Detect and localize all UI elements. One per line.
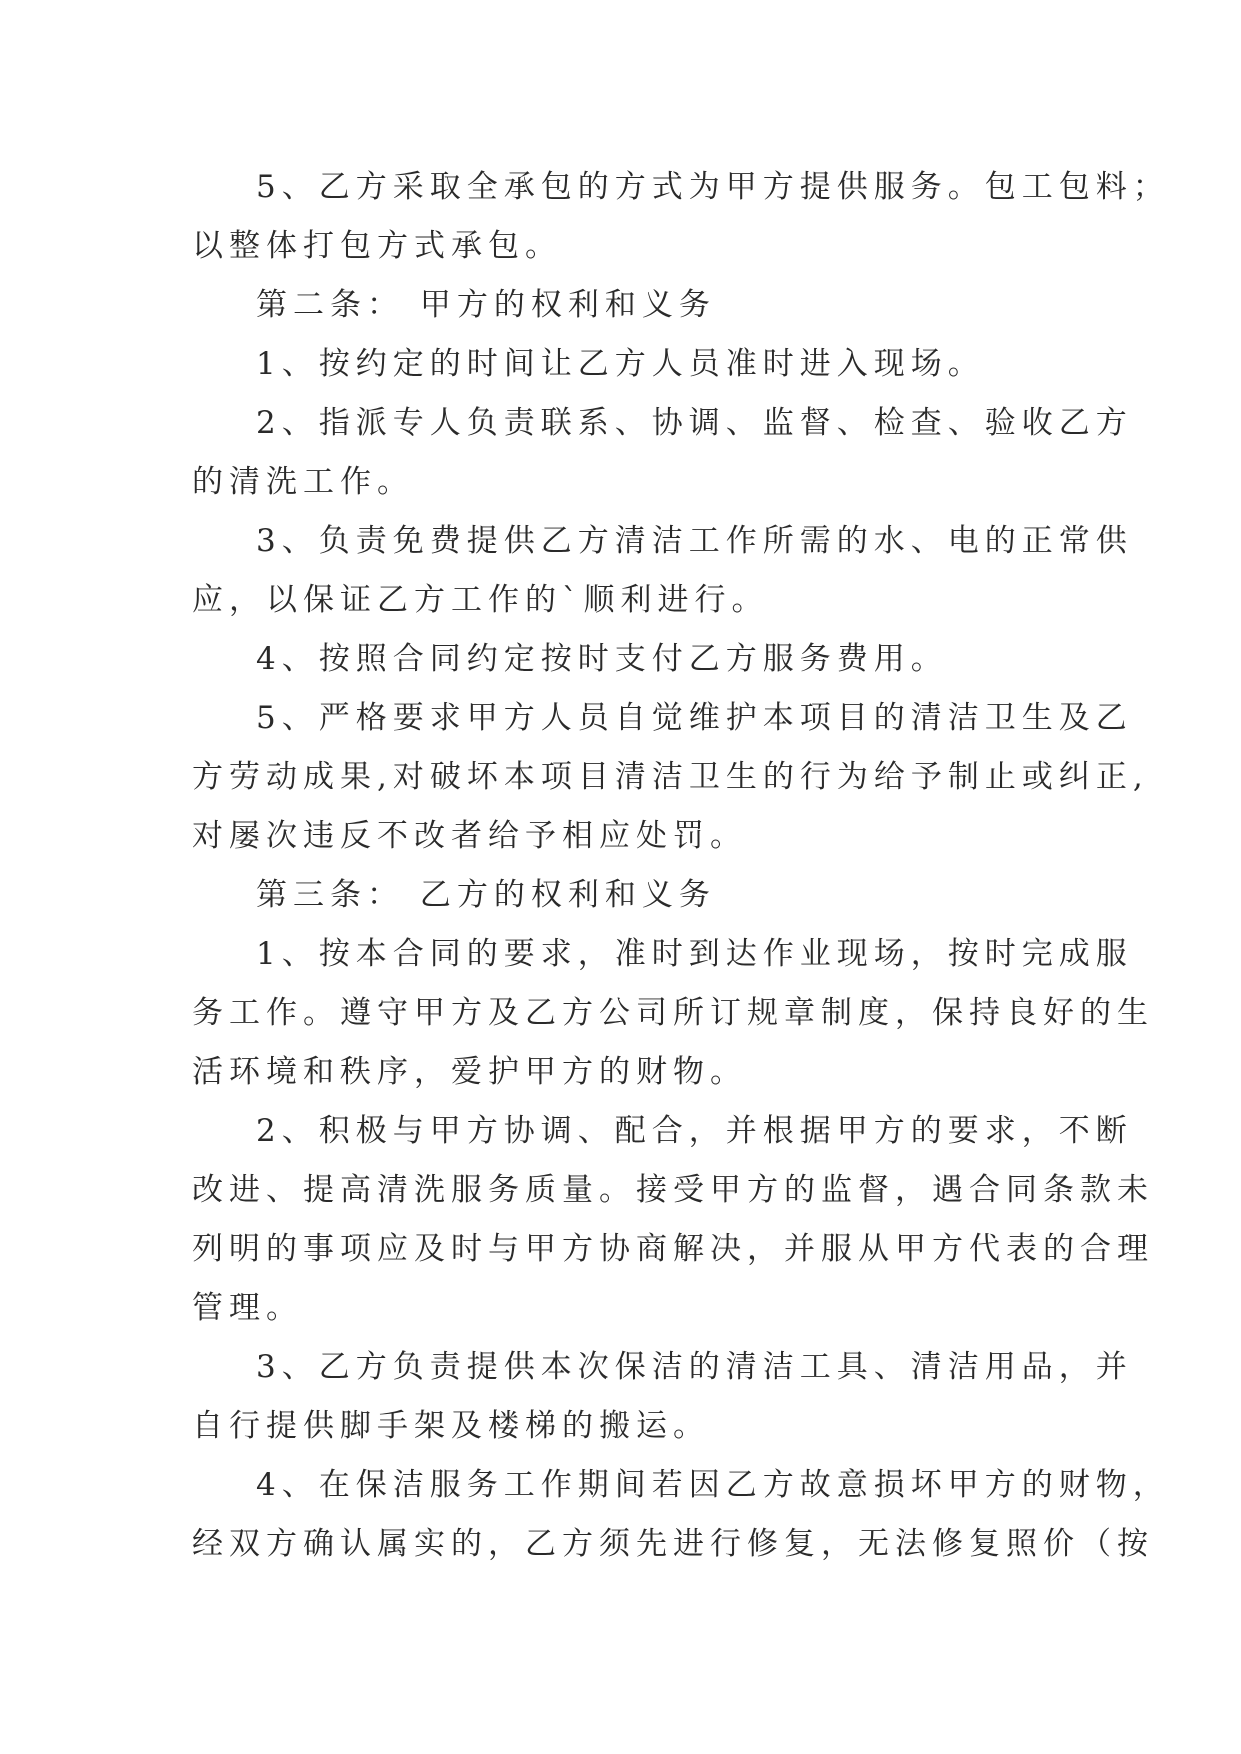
paragraph-line: 3、乙方负责提供本次保洁的清洁工具、清洁用品，并 [256,1349,1133,1385]
section-heading: 第三条： 乙方的权利和义务 [256,877,716,913]
section-heading: 第二条： 甲方的权利和义务 [256,287,716,323]
paragraph-line: 以整体打包方式承包。 [192,228,562,264]
paragraph-line: 对屡次违反不改者给予相应处罚。 [192,818,747,854]
paragraph-line: 3、负责免费提供乙方清洁工作所需的水、电的正常供 [256,523,1133,559]
paragraph-line: 5、乙方采取全承包的方式为甲方提供服务。包工包料； [256,169,1170,205]
paragraph-line: 自行提供脚手架及楼梯的搬运。 [192,1408,710,1444]
paragraph-line: 活环境和秩序，爱护甲方的财物。 [192,1054,747,1090]
paragraph-line: 4、在保洁服务工作期间若因乙方故意损坏甲方的财物， [256,1467,1170,1503]
paragraph-line: 应，以保证乙方工作的`顺利进行。 [192,582,769,618]
paragraph-line: 务工作。遵守甲方及乙方公司所订规章制度，保持良好的生 [192,995,1154,1031]
paragraph-line: 改进、提高清洗服务质量。接受甲方的监督，遇合同条款未 [192,1172,1154,1208]
document-body [192,158,1170,1574]
paragraph-line: 的清洗工作。 [192,464,414,500]
paragraph-line: 4、按照合同约定按时支付乙方服务费用。 [256,641,948,677]
paragraph-line: 列明的事项应及时与甲方协商解决，并服从甲方代表的合理 [192,1231,1154,1267]
paragraph-line: 1、按约定的时间让乙方人员准时进入现场。 [256,346,985,382]
paragraph-line: 方劳动成果,对破坏本项目清洁卫生的行为给予制止或纠正, [192,759,1149,795]
paragraph-line: 2、积极与甲方协调、配合，并根据甲方的要求，不断 [256,1113,1133,1149]
paragraph-line: 1、按本合同的要求，准时到达作业现场，按时完成服 [256,936,1133,972]
paragraph-line: 管理。 [192,1290,303,1326]
paragraph-line: 2、指派专人负责联系、协调、监督、检查、验收乙方 [256,405,1133,441]
paragraph-line: 经双方确认属实的，乙方须先进行修复，无法修复照价（按 [192,1526,1154,1562]
paragraph-line: 5、严格要求甲方人员自觉维护本项目的清洁卫生及乙 [256,700,1133,736]
